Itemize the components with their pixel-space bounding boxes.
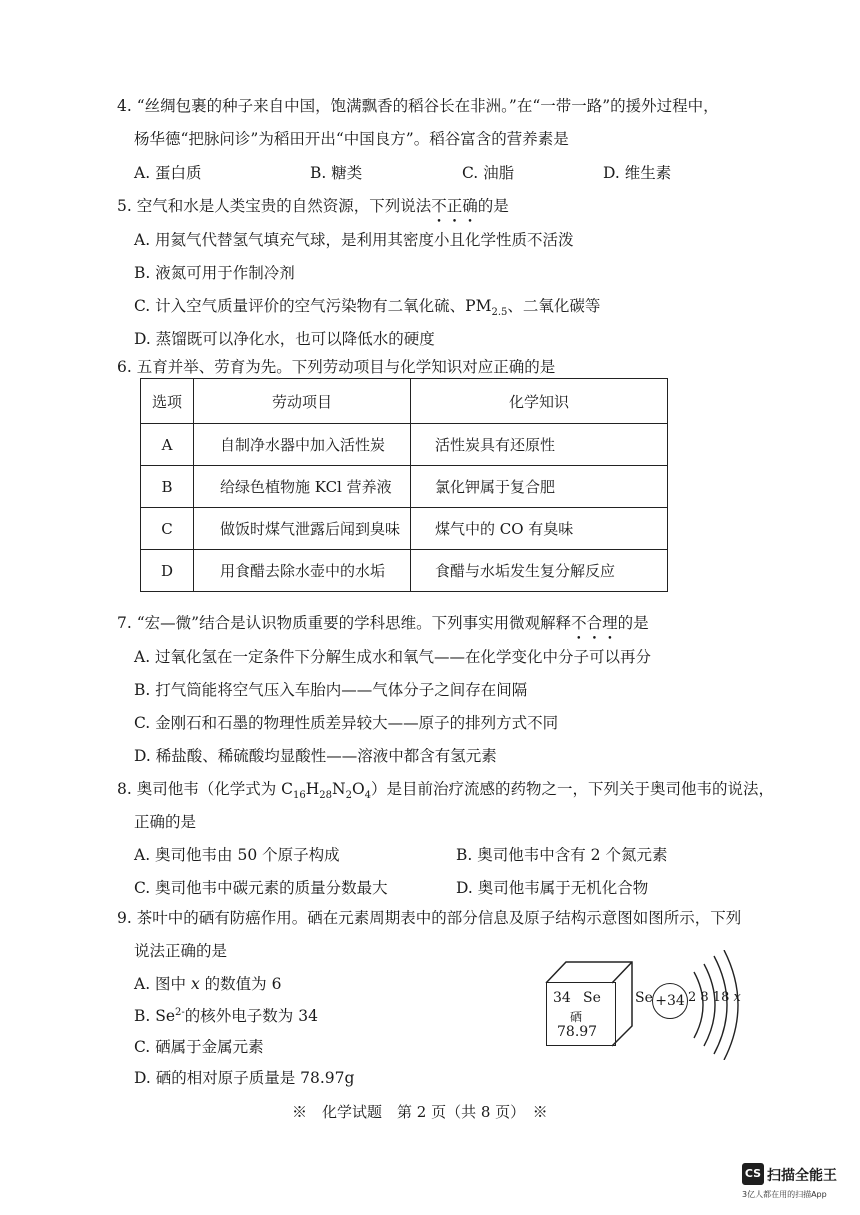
q7-option-b: B. 打气筒能将空气压入车胎内——气体分子之间存在间隔	[134, 681, 528, 699]
table-cell: 给绿色植物施 KCl 营养液	[194, 466, 411, 508]
table-header-cell: 化学知识	[411, 379, 668, 424]
table-cell: 做饭时煤气泄露后闻到臭味	[194, 508, 411, 550]
formula-element: O	[351, 780, 365, 798]
formula-element: N	[332, 780, 346, 798]
q9-option-a-var: x	[190, 975, 200, 993]
element-tile-symbol: Se	[583, 990, 601, 1006]
q7-stem	[117, 611, 649, 633]
q8-option-b: B. 奥司他韦中含有 2 个氮元素	[456, 846, 668, 864]
table-header-cell: 选项	[141, 379, 194, 424]
table-cell: 食醋与水垢发生复分解反应	[411, 550, 668, 592]
q5-option-a: A. 用氦气代替氢气填充气球，是利用其密度小且化学性质不活泼	[134, 231, 574, 249]
q7-option-d: D. 稀盐酸、稀硫酸均显酸性——溶液中都含有氢元素	[134, 747, 497, 765]
q5-option-c-tail: 、二氧化碳等	[507, 297, 601, 315]
q9-option-d: D. 硒的相对原子质量是 78.97g	[134, 1069, 355, 1087]
q5-option-c	[134, 294, 600, 318]
q7-emphasis-char: 理	[602, 614, 618, 632]
q9-option-a-tail: 的数值为 6	[199, 975, 282, 993]
q7-emphasis-char: 不	[571, 614, 587, 632]
q5-option-d: D. 蒸馏既可以净化水，也可以降低水的硬度	[134, 330, 435, 348]
q8-stem-line2: 正确的是	[134, 813, 197, 831]
table-header-row	[141, 379, 668, 424]
formula-element: H	[305, 780, 320, 798]
electron-shell-arcs	[682, 950, 752, 1060]
table-cell: 自制净水器中加入活性炭	[194, 424, 411, 466]
table-cell: 活性炭具有还原性	[411, 424, 668, 466]
q7-stem-text: 7. “宏—微”结合是认识物质重要的学科思维。下列事实用微观解释	[117, 614, 572, 632]
formula-sub: 28	[319, 790, 333, 802]
electron-shell-counts	[688, 990, 741, 1005]
table-row	[141, 550, 668, 592]
q6-stem: 6. 五育并举、劳育为先。下列劳动项目与化学知识对应正确的是	[117, 358, 556, 376]
element-tile-name: 硒	[570, 1010, 583, 1024]
table-cell: D	[141, 550, 194, 592]
q9-option-a	[134, 972, 281, 994]
q9-stem-line1: 9. 茶叶中的硒有防癌作用。硒在元素周期表中的部分信息及原子结构示意图如图所示，下列	[117, 909, 742, 927]
watermark-tagline: 3亿人都在用的扫描App	[742, 1190, 827, 1199]
q9-option-c: C. 硒属于金属元素	[134, 1038, 264, 1056]
q8-option-d: D. 奥司他韦属于无机化合物	[456, 879, 649, 897]
q7-emphasis-char: 合	[586, 614, 603, 632]
q4-option-c: C. 油脂	[462, 164, 515, 182]
atom-symbol: Se	[635, 990, 653, 1006]
watermark-brand: 扫描全能王	[767, 1168, 837, 1184]
table-cell: 氯化钾属于复合肥	[411, 466, 668, 508]
table-row	[141, 466, 668, 508]
q9-option-b	[134, 1004, 318, 1026]
formula-sub: 2	[345, 790, 352, 802]
q8-stem-text: 8. 奥司他韦（化学式为 C	[117, 780, 294, 798]
table-cell: 用食醋去除水壶中的水垢	[194, 550, 411, 592]
q8-option-a: A. 奥司他韦由 50 个原子构成	[134, 846, 340, 864]
q4-option-d: D. 维生素	[603, 164, 672, 182]
formula-sub: 4	[364, 790, 372, 802]
q4-option-b: B. 糖类	[310, 164, 363, 182]
table-header-cell: 劳动项目	[194, 379, 411, 424]
q5-emphasis-char: 正	[446, 197, 463, 215]
table-cell: B	[141, 466, 194, 508]
table-cell: A	[141, 424, 194, 466]
q5-option-c-text: C. 计入空气质量评价的空气污染物有二氧化硫、PM	[134, 297, 492, 315]
q9-option-a-text: A. 图中	[134, 975, 191, 993]
atom-nucleus: +34	[652, 983, 688, 1019]
q5-stem-tail: 的是	[477, 197, 509, 215]
q5-option-c-sub: 2.5	[491, 307, 508, 319]
q5-stem	[117, 194, 509, 216]
q8-option-c: C. 奥司他韦中碳元素的质量分数最大	[134, 879, 388, 897]
q9-option-b-text: B. Se	[134, 1007, 176, 1025]
q5-emphasis-char: 不	[431, 197, 447, 215]
q5-stem-text: 5. 空气和水是人类宝贵的自然资源，下列说法	[117, 197, 432, 215]
q9-option-b-sup: 2-	[175, 1006, 185, 1018]
q7-option-c: C. 金刚石和石墨的物理性质差异较大——原子的排列方式不同	[134, 714, 559, 732]
q6-table	[140, 378, 668, 592]
q4-stem-line1: 4. “丝绸包裹的种子来自中国，饱满飘香的稻谷长在非洲。”在“一带一路”的援外过程中，	[117, 97, 719, 115]
q4-stem-line2: 杨华德“把脉问诊”为稻田开出“中国良方”。稻谷富含的营养素是	[134, 130, 569, 148]
q8-stem-tail: ）是目前治疗流感的药物之一，下列关于奥司他韦的说法，	[371, 780, 775, 798]
q7-stem-tail: 的是	[617, 614, 649, 632]
element-tile-mass: 78.97	[557, 1024, 598, 1040]
camscanner-logo-icon: CS	[742, 1163, 764, 1185]
table-cell: 煤气中的 CO 有臭味	[411, 508, 668, 550]
q5-option-b: B. 液氮可用于作制冷剂	[134, 264, 295, 282]
q9-stem-line2: 说法正确的是	[134, 942, 228, 960]
electron-shell-numbers: 2 8 18	[688, 990, 734, 1005]
q8-stem	[117, 777, 774, 801]
formula-sub: 16	[293, 790, 306, 802]
q4-option-a: A. 蛋白质	[134, 164, 202, 182]
table-row	[141, 424, 668, 466]
q7-option-a: A. 过氧化氢在一定条件下分解生成水和氧气——在化学变化中分子可以再分	[134, 648, 652, 666]
q9-option-b-tail: 的核外电子数为 34	[184, 1007, 318, 1025]
table-row	[141, 508, 668, 550]
q5-emphasis-char: 确	[462, 197, 478, 215]
page-footer: ※ 化学试题 第 2 页（共 8 页） ※	[292, 1103, 548, 1121]
electron-shell-var: x	[733, 990, 741, 1005]
element-tile-number: 34	[553, 990, 571, 1006]
table-cell: C	[141, 508, 194, 550]
